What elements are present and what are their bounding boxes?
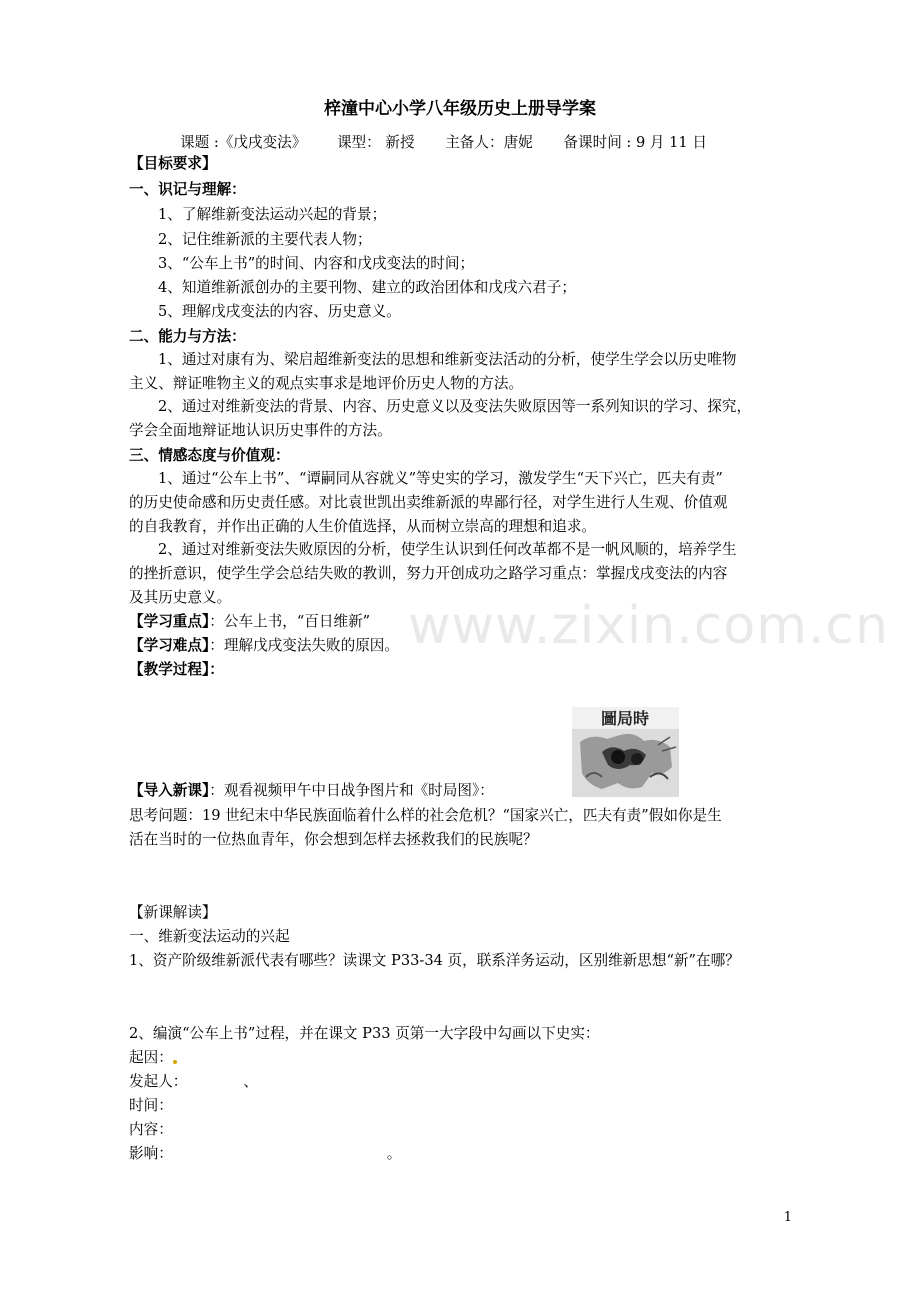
new-lesson-heading: 【新课解读】 [129, 904, 217, 921]
page-number: 1 [783, 1210, 792, 1225]
question-line: 活在当时的一位热血青年，你会想到怎样去拯救我们的民族呢？ [129, 831, 538, 848]
section3-para: 的自我教育，并作出正确的人生价值选择，从而树立崇高的理想和追求。 [129, 518, 597, 535]
field-impact-end: 。 [386, 1145, 402, 1162]
intro-label: 【导入新课】 [129, 782, 210, 799]
lesson-topic: 课题 :《戊戌变法》 [180, 134, 307, 151]
section3-para: 及其历史意义。 [129, 589, 232, 606]
field-impact [129, 1144, 401, 1164]
field-content: 内容： [129, 1121, 173, 1138]
section3-para: 的历史使命感和历史责任感。对比袁世凯出卖维新派的卑鄙行径，对学生进行人生观、价值观 [129, 494, 728, 511]
section2-para: 主义、辩证唯物主义的观点实事求是地评价历史人物的方法。 [129, 375, 524, 392]
question-1: 1、资产阶级维新派代表有哪些？读课文 P33-34 页，联系洋务运动，区别维新思想“新”在哪？ [129, 952, 740, 969]
section3-para: 1、通过“公车上书”、“谭嗣同从容就义”等史实的学习，激发学生“天下兴亡，匹夫有责” [158, 470, 723, 487]
field-initiator [129, 1072, 258, 1092]
key-point-text: ：公车上书，“百日维新” [209, 613, 371, 630]
section1-item: 5、理解戊戌变法的内容、历史意义。 [158, 303, 401, 320]
shijutu-image [572, 707, 679, 797]
lesson-time: 备课时间 : 9 月 11 日 [563, 134, 707, 151]
difficulty-text: ：理解戊戌变法失败的原因。 [209, 637, 399, 654]
section2-para: 学会全面地辩证地认识历史事件的方法。 [129, 422, 392, 439]
section1-item: 2、记住维新派的主要代表人物； [158, 231, 372, 248]
objectives-heading: 【目标要求】 [129, 155, 217, 172]
field-cause [129, 1048, 177, 1068]
intro-text: ：观看视频甲午中日战争图片和《时局图》： [209, 782, 494, 799]
section1-item: 1、了解维新变法运动兴起的背景； [158, 206, 387, 223]
question-2: 2、编演“公车上书”过程，并在课文 P33 页第一大字段中勾画以下史实： [129, 1025, 600, 1042]
difficulty [129, 636, 399, 656]
field-initiator-sep: 、 [243, 1073, 258, 1090]
intro [129, 781, 494, 801]
field-impact-label: 影响： [129, 1145, 173, 1162]
section3-para: 2、通过对维新变法失败原因的分析，使学生认识到任何改革都不是一帆风顺的，培养学生 [158, 541, 737, 558]
image-caption: 圖局時 [600, 709, 650, 728]
key-point [129, 612, 370, 632]
field-cause-label: 起因： [129, 1049, 173, 1066]
process-label: 【教学过程】 [129, 661, 210, 678]
section3-para: 的挫折意识，使学生学会总结失败的教训，努力开创成功之路学习重点：掌握戊戌变法的内容 [129, 565, 728, 582]
page-title: 梓潼中心小学八年级历史上册导学案 [324, 99, 596, 119]
section1-item: 3、“公车上书”的时间、内容和戊戌变法的时间； [158, 255, 475, 272]
section1-item: 4、知道维新派创办的主要刊物、建立的政治团体和戊戌六君子； [158, 279, 576, 296]
lesson-preparer: 主备人：唐妮 [445, 134, 533, 151]
watermark: www.zixin.com.cn [408, 596, 889, 656]
section2-heading: 二、能力与方法： [129, 328, 246, 345]
field-initiator-label: 发起人： [129, 1073, 188, 1090]
question-line: 思考问题：19 世纪末中华民族面临着什么样的社会危机？“国家兴亡，匹夫有责”假如你是生 [129, 807, 722, 824]
field-time: 时间： [129, 1097, 173, 1114]
section3-heading: 三、情感态度与价值观： [129, 447, 290, 464]
lesson-header [180, 131, 733, 152]
lesson-type: 课型： 新授 [336, 134, 415, 151]
part1-heading: 一、维新变法运动的兴起 [129, 928, 290, 945]
section1-heading: 一、识记与理解： [129, 181, 246, 198]
section2-para: 1、通过对康有为、梁启超维新变法的思想和维新变法活动的分析，使学生学会以历史唯物 [158, 351, 737, 368]
key-point-label: 【学习重点】 [129, 613, 210, 630]
section2-para: 2、通过对维新变法的背景、内容、历史意义以及变法失败原因等一系列知识的学习、探究， [158, 398, 752, 415]
teaching-process [129, 660, 224, 680]
highlight-dot [173, 1060, 177, 1064]
process-text: ： [209, 661, 224, 678]
difficulty-label: 【学习难点】 [129, 637, 210, 654]
